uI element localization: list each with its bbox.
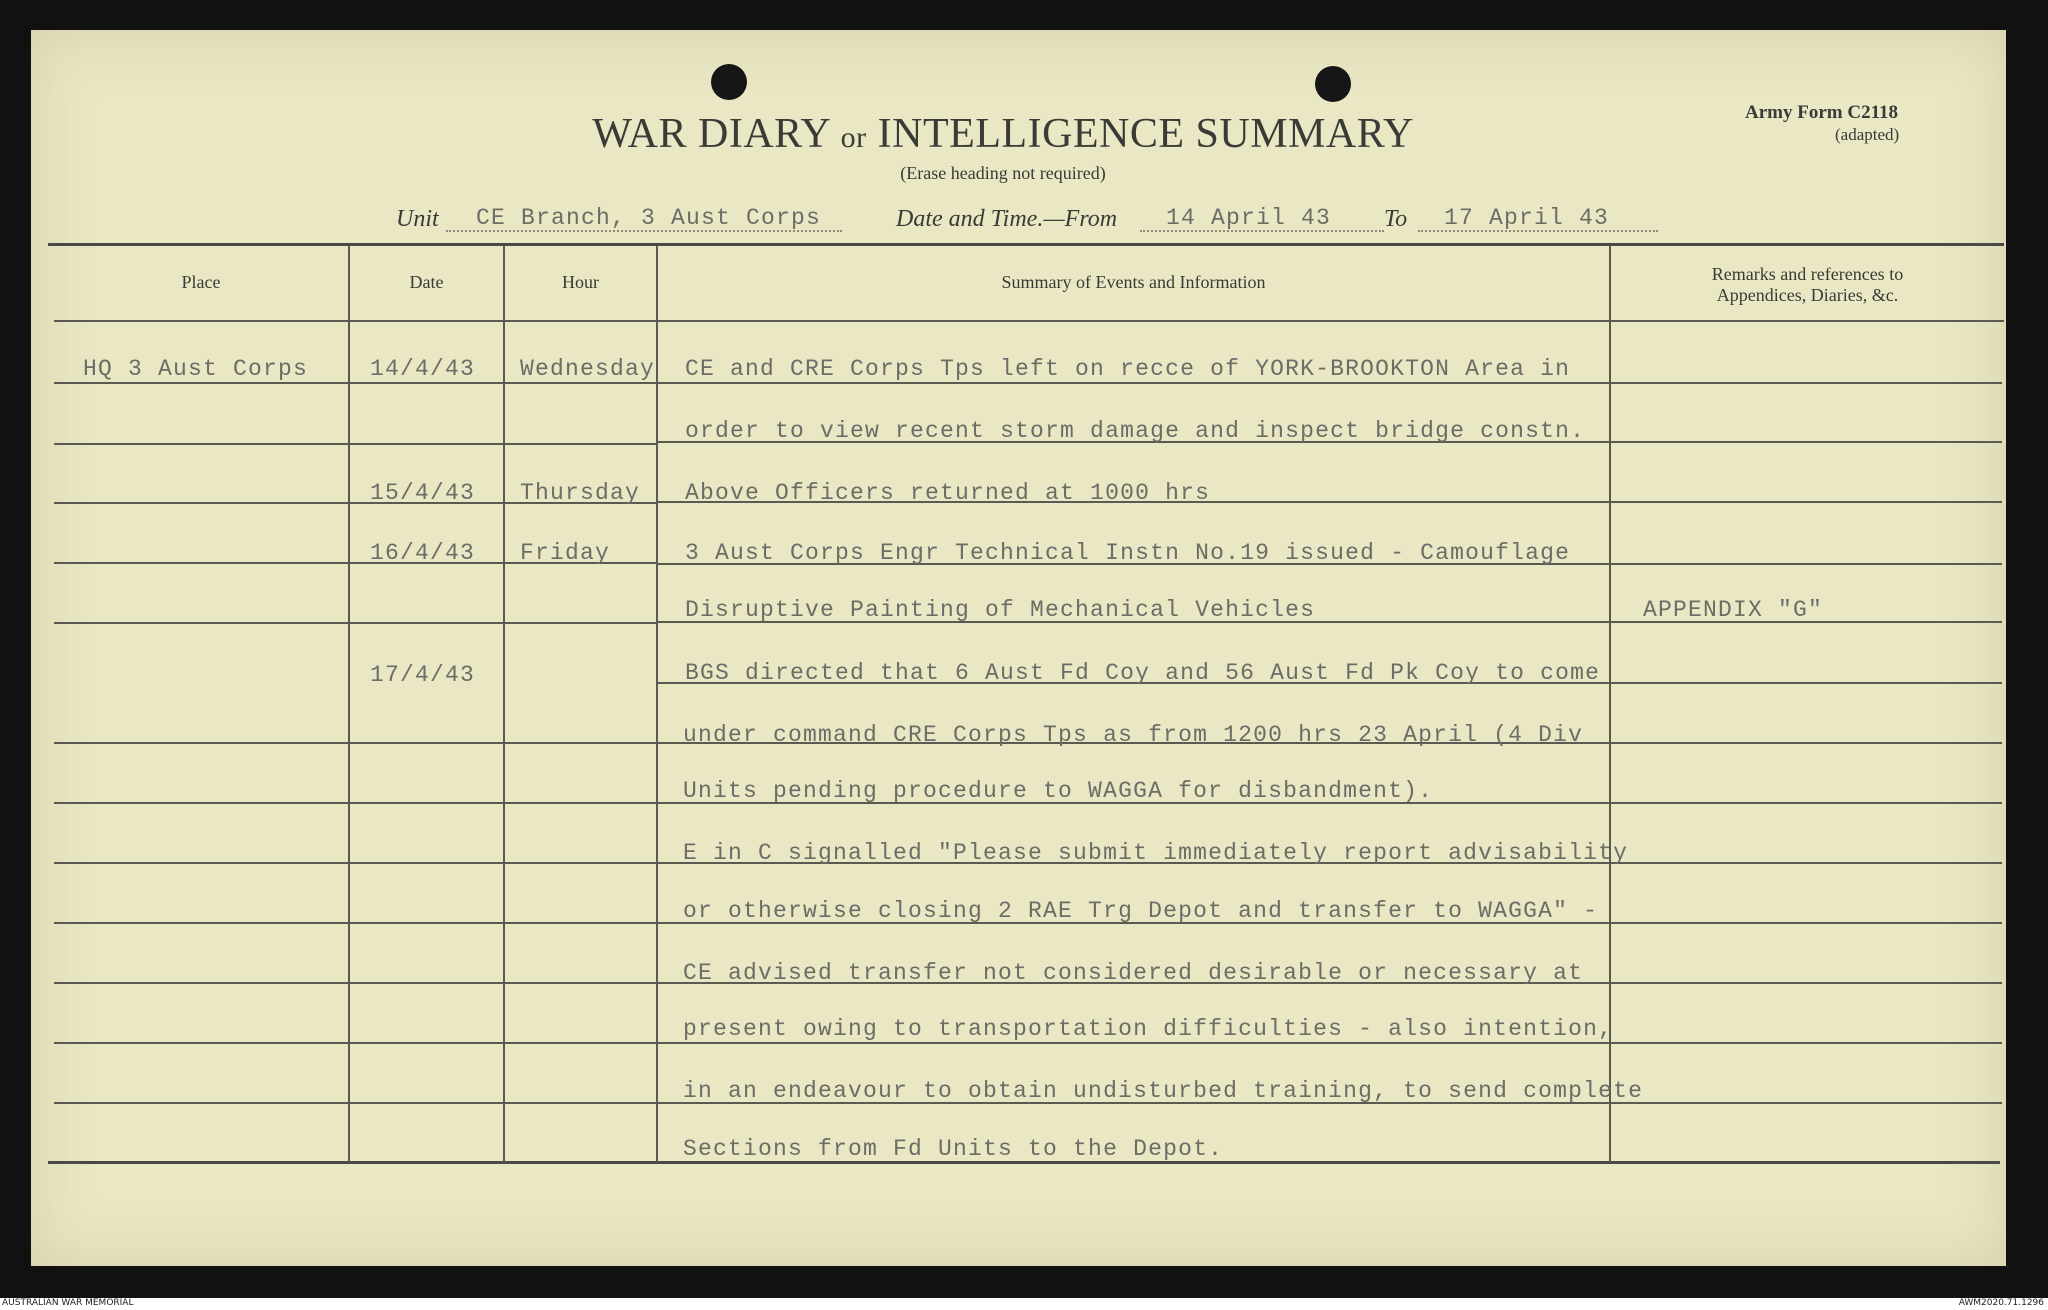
- rule-left: [54, 1102, 656, 1104]
- entry-summary: in an endeavour to obtain undisturbed training, to send complete: [683, 1078, 1644, 1104]
- rule-left: [54, 982, 656, 984]
- entry-hour: Wednesday: [520, 356, 656, 382]
- rule-left: [54, 742, 656, 744]
- column-header-date: Date: [409, 272, 444, 292]
- form-title: [0, 110, 2006, 158]
- date-time-label: Date and Time.—From: [896, 206, 1118, 232]
- entry-hour: Thursday: [520, 480, 641, 506]
- entry-summary: BGS directed that 6 Aust Fd Coy and 56 Aust Fd Pk Coy to come: [685, 660, 1601, 686]
- entry-place: HQ 3 Aust Corps: [83, 356, 309, 382]
- title-part-2: INTELLIGENCE SUMMARY: [866, 111, 1414, 157]
- column-header-place: Place: [181, 272, 221, 292]
- entry-summary: Sections from Fd Units to the Depot.: [683, 1136, 1224, 1162]
- army-form-adapted: (adapted): [1835, 125, 1900, 144]
- entry-summary: CE advised transfer not considered desirable or necessary at: [683, 960, 1584, 986]
- rule-left: [54, 862, 656, 864]
- column-header-summary: Summary of Events and Information: [1001, 272, 1266, 292]
- army-form-number: Army Form C2118: [1745, 102, 1899, 123]
- form-subtitle: (Erase heading not required): [900, 163, 1106, 183]
- column-header-remarks-line-2: Appendices, Diaries, &c.: [1716, 285, 1899, 305]
- entry-summary: Disruptive Painting of Mechanical Vehicles: [685, 597, 1316, 623]
- entry-summary: under command CRE Corps Tps as from 1200 hrs 23 April (4 Div: [683, 722, 1584, 748]
- rule-left: [54, 802, 656, 804]
- unit-value: CE Branch, 3 Aust Corps: [476, 205, 822, 231]
- punch-hole-left: [711, 64, 747, 100]
- entry-summary: present owing to transportation difficulties - also intention,: [683, 1016, 1614, 1042]
- unit-label: Unit: [396, 206, 439, 232]
- to-value: 17 April 43: [1444, 205, 1610, 231]
- title-or: or: [840, 121, 867, 154]
- entry-hour: Friday: [520, 540, 611, 566]
- entry-summary: CE and CRE Corps Tps left on recce of YORK-BROOKTON Area in: [685, 356, 1571, 382]
- from-value: 14 April 43: [1166, 205, 1332, 231]
- entry-summary: E in C signalled "Please submit immediately report advisability: [683, 840, 1629, 866]
- column-header-hour: Hour: [562, 272, 599, 292]
- entry-date: 16/4/43: [370, 540, 476, 566]
- rule-right: [656, 1042, 2002, 1044]
- punch-hole-right: [1315, 66, 1351, 102]
- column-header-remarks-line-1: Remarks and references to: [1711, 264, 1904, 284]
- table-top-rule: [48, 243, 2004, 246]
- entry-summary: order to view recent storm damage and inspect bridge constn.: [685, 418, 1586, 444]
- entry-date: 14/4/43: [370, 356, 476, 382]
- entry-summary: 3 Aust Corps Engr Technical Instn No.19 issued - Camouflage: [685, 540, 1571, 566]
- rule-left: [54, 443, 656, 445]
- rule-left: [54, 382, 656, 384]
- entry-summary: Units pending procedure to WAGGA for disbandment).: [683, 778, 1434, 804]
- entry-remarks: APPENDIX "G": [1643, 597, 1824, 623]
- archive-reference: AWM2020.71.1296: [1958, 1298, 2044, 1308]
- archive-credit: AUSTRALIAN WAR MEMORIAL: [2, 1298, 134, 1308]
- entry-date: 15/4/43: [370, 480, 476, 506]
- to-label: To: [1384, 206, 1408, 232]
- rule-left: [54, 922, 656, 924]
- rule-left: [54, 622, 656, 624]
- rule-right: [656, 382, 2002, 384]
- entry-summary: Above Officers returned at 1000 hrs: [685, 480, 1211, 506]
- rule-left: [54, 1042, 656, 1044]
- entry-summary: or otherwise closing 2 RAE Trg Depot and transfer to WAGGA" -: [683, 898, 1599, 924]
- entry-date: 17/4/43: [370, 662, 476, 688]
- title-part-1: WAR DIARY: [592, 111, 841, 157]
- column-header-rule: [54, 320, 2004, 322]
